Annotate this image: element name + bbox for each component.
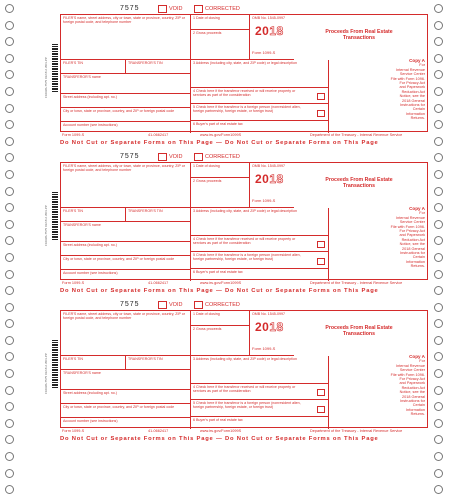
corrected-label: CORRECTED xyxy=(205,6,240,12)
copy-line: Service Center xyxy=(399,72,425,77)
transferor-name-field[interactable] xyxy=(61,370,191,390)
title-cell xyxy=(294,15,429,60)
box3-label: 3 Address (including city, state, and ZIP code) or legal description xyxy=(193,209,297,213)
barcode-caption: F1099S-7575 01/18 A 35FLPP xyxy=(44,57,48,98)
omb-number: OMB No. 1545-0997 xyxy=(252,16,285,20)
corrected-box[interactable] xyxy=(194,5,203,13)
form-title: Proceeds From Real Estate Transactions xyxy=(325,177,393,189)
box1-label: 1 Date of closing xyxy=(193,16,220,20)
corrected-checkbox[interactable] xyxy=(194,153,240,161)
tax-year xyxy=(255,24,284,38)
box3-label: 3 Address (including city, state, and ZIP code) or legal description xyxy=(193,61,297,65)
copy-line: Notice, see the xyxy=(399,94,425,99)
box4-checkbox[interactable] xyxy=(317,389,325,396)
title-cell xyxy=(294,311,429,356)
box5-field xyxy=(191,252,329,269)
footer-url: www.irs.gov/Form1099S xyxy=(200,281,242,285)
feed-hole xyxy=(434,469,443,478)
footer-dept: Department of the Treasury - Internal Revenue Service xyxy=(310,429,403,433)
copy-line: Certain xyxy=(412,403,425,408)
street-address-field[interactable] xyxy=(61,390,191,404)
footer-cat: 41-0662417 xyxy=(148,281,169,285)
footer-dept: Department of the Treasury - Internal Revenue Service xyxy=(310,133,403,137)
copy-line: Certain xyxy=(412,255,425,260)
filer-tin-field[interactable] xyxy=(61,60,126,74)
footer-cat: 41-0662417 xyxy=(148,133,169,137)
form-copy-3 xyxy=(0,300,450,448)
barcode xyxy=(52,340,58,388)
year-prefix: 20 xyxy=(255,320,270,334)
void-box[interactable] xyxy=(158,5,167,13)
copy-line: Reduction Act xyxy=(401,237,425,242)
title-cell xyxy=(294,163,429,208)
year-suffix: 18 xyxy=(269,320,284,334)
property-address-field[interactable] xyxy=(191,60,329,88)
copy-line: For xyxy=(419,63,425,68)
corrected-label: CORRECTED xyxy=(205,154,240,160)
void-label: VOID xyxy=(169,302,183,308)
feed-hole xyxy=(5,469,14,478)
copy-line: Returns. xyxy=(410,412,425,417)
do-not-cut-notice: Do Not Cut or Separate Forms on This Page — Do Not Cut or Separate Forms on This Page xyxy=(60,288,379,294)
copy-line: Instructions for xyxy=(400,399,425,404)
copy-instructions xyxy=(333,63,425,120)
copy-line: and Paperwork xyxy=(399,233,425,238)
street-label: Street address (including apt. no.) xyxy=(63,391,117,395)
copy-line: Instructions for xyxy=(400,251,425,256)
city-field[interactable] xyxy=(61,404,191,418)
barcode-caption: F1099S-7575 01/18 A 35FLPP xyxy=(44,353,48,394)
copy-line: File with Form 1096. xyxy=(390,224,425,229)
filer-name-label: FILER'S name, street address, city or town, state or province, country, ZIP or foreign postal code, and telephone number xyxy=(63,16,185,24)
form-grid xyxy=(60,162,428,280)
box4-field xyxy=(191,236,329,252)
box5-label: 5 Check here if the transferor is a foreign person (nonresident alien, foreign partnership, foreign estate, or foreign trust) xyxy=(193,253,301,261)
filer-name-label: FILER'S name, street address, city or town, state or province, country, ZIP or foreign postal code, and telephone number xyxy=(63,164,185,172)
footer-cat: 41-0662417 xyxy=(148,429,169,433)
omb-year-cell xyxy=(250,15,294,60)
omb-year-cell xyxy=(250,163,294,208)
copy-line: For xyxy=(419,211,425,216)
footer-form: Form 1099-S xyxy=(62,133,85,137)
box5-field xyxy=(191,400,329,417)
transferor-name-field[interactable] xyxy=(61,222,191,242)
transferor-tin-field[interactable] xyxy=(126,60,191,74)
tax-year xyxy=(255,320,284,334)
void-label: VOID xyxy=(169,6,183,12)
copy-title: Copy A xyxy=(409,354,425,359)
box4-label: 4 Check here if the transferor received or will receive property or services as part of the consideration xyxy=(193,89,296,97)
filer-tin-label: FILER'S TIN xyxy=(63,209,83,213)
filer-tin-label: FILER'S TIN xyxy=(63,357,83,361)
copy-line: 2018 General xyxy=(401,394,425,399)
copy-line: Reduction Act xyxy=(401,385,425,390)
year-suffix: 18 xyxy=(269,172,284,186)
barcode-caption: F1099S-7575 01/18 A 35FLPP xyxy=(44,205,48,246)
gross-proceeds-field[interactable] xyxy=(191,178,250,208)
footer-url: www.irs.gov/Form1099S xyxy=(200,133,242,137)
box5-checkbox[interactable] xyxy=(317,406,325,413)
tax-year xyxy=(255,172,284,186)
box4-checkbox[interactable] xyxy=(317,241,325,248)
year-prefix: 20 xyxy=(255,172,270,186)
copy-line: Information xyxy=(406,111,425,116)
gross-proceeds-field[interactable] xyxy=(191,326,250,356)
form-grid xyxy=(60,14,428,132)
copy-line: Internal Revenue xyxy=(396,363,425,368)
feed-hole xyxy=(434,452,443,461)
form-number: 7575 xyxy=(120,5,140,12)
copy-line: Internal Revenue xyxy=(396,215,425,220)
box4-label: 4 Check here if the transferor received or will receive property or services as part of the consideration xyxy=(193,237,296,245)
copy-line: File with Form 1096. xyxy=(390,372,425,377)
copy-a-block xyxy=(333,207,425,269)
filer-name-label: FILER'S name, street address, city or town, state or province, country, ZIP or foreign postal code, and telephone number xyxy=(63,312,185,320)
do-not-cut-notice: Do Not Cut or Separate Forms on This Page — Do Not Cut or Separate Forms on This Page xyxy=(60,436,379,442)
form-label: Form 1099-S xyxy=(252,198,276,203)
void-box[interactable] xyxy=(158,153,167,161)
form-title: Proceeds From Real Estate Transactions xyxy=(325,325,393,337)
copy-line: For Privacy Act xyxy=(399,377,425,382)
filer-name-field[interactable] xyxy=(61,311,191,356)
box5-label: 5 Check here if the transferor is a foreign person (nonresident alien, foreign partnership, foreign estate, or foreign trust) xyxy=(193,401,301,409)
feed-hole xyxy=(5,452,14,461)
city-label: City or town, state or province, country, and ZIP or foreign postal code xyxy=(63,257,175,261)
copy-a-block xyxy=(333,59,425,121)
box1-label: 1 Date of closing xyxy=(193,164,220,168)
copy-line: Internal Revenue xyxy=(396,67,425,72)
copy-line: Service Center xyxy=(399,220,425,225)
filer-tin-field[interactable] xyxy=(61,356,126,370)
form-1099s xyxy=(60,152,428,294)
copy-line: For Privacy Act xyxy=(399,229,425,234)
form-copy-2 xyxy=(0,152,450,300)
form-1099s xyxy=(60,300,428,442)
footer-form: Form 1099-S xyxy=(62,429,85,433)
omb-number: OMB No. 1545-0997 xyxy=(252,164,285,168)
box6-label: 6 Buyer's part of real estate tax xyxy=(193,122,243,126)
box5-label: 5 Check here if the transferor is a foreign person (nonresident alien, foreign partnership, foreign estate, or foreign trust) xyxy=(193,105,301,113)
form-copy-1 xyxy=(0,4,450,152)
omb-year-cell xyxy=(250,311,294,356)
box2-label: 2 Gross proceeds xyxy=(193,31,222,35)
void-label: VOID xyxy=(169,154,183,160)
account-label: Account number (see instructions) xyxy=(63,271,118,275)
account-number-field[interactable] xyxy=(61,122,191,133)
date-of-closing-field[interactable] xyxy=(191,163,250,178)
copy-line: Notice, see the xyxy=(399,242,425,247)
account-number-field[interactable] xyxy=(61,270,191,281)
feed-hole xyxy=(434,485,443,494)
copy-line: and Paperwork xyxy=(399,85,425,90)
corrected-box[interactable] xyxy=(194,153,203,161)
street-address-field[interactable] xyxy=(61,94,191,108)
copy-line: 2018 General xyxy=(401,246,425,251)
transferor-tin-label: TRANSFEROR'S TIN xyxy=(128,209,163,213)
copy-title: Copy A xyxy=(409,206,425,211)
do-not-cut-notice: Do Not Cut or Separate Forms on This Page — Do Not Cut or Separate Forms on This Page xyxy=(60,140,379,146)
form-header-row xyxy=(60,300,428,310)
void-checkbox[interactable] xyxy=(158,153,182,161)
transferor-tin-label: TRANSFEROR'S TIN xyxy=(128,357,163,361)
box1-label: 1 Date of closing xyxy=(193,312,220,316)
box6-label: 6 Buyer's part of real estate tax xyxy=(193,270,243,274)
street-address-field[interactable] xyxy=(61,242,191,256)
copy-line: Information xyxy=(406,407,425,412)
copy-line: 2018 General xyxy=(401,98,425,103)
corrected-label: CORRECTED xyxy=(205,302,240,308)
gross-proceeds-field[interactable] xyxy=(191,30,250,60)
year-suffix: 18 xyxy=(269,24,284,38)
filer-tin-label: FILER'S TIN xyxy=(63,61,83,65)
form-1099s xyxy=(60,4,428,146)
copy-line: File with Form 1096. xyxy=(390,76,425,81)
account-number-field[interactable] xyxy=(61,418,191,429)
buyer-tax-field[interactable] xyxy=(191,417,329,429)
box2-label: 2 Gross proceeds xyxy=(193,327,222,331)
date-of-closing-field[interactable] xyxy=(191,15,250,30)
city-label: City or town, state or province, country, and ZIP or foreign postal code xyxy=(63,405,175,409)
filer-name-field[interactable] xyxy=(61,15,191,60)
box4-field xyxy=(191,384,329,400)
box2-label: 2 Gross proceeds xyxy=(193,179,222,183)
corrected-checkbox[interactable] xyxy=(194,301,240,309)
corrected-box[interactable] xyxy=(194,301,203,309)
form-header-row xyxy=(60,4,428,14)
corrected-checkbox[interactable] xyxy=(194,5,240,13)
void-box[interactable] xyxy=(158,301,167,309)
buyer-tax-field[interactable] xyxy=(191,121,329,133)
account-label: Account number (see instructions) xyxy=(63,123,118,127)
copy-line: Returns. xyxy=(410,116,425,121)
form-header-row xyxy=(60,152,428,162)
copy-line: Certain xyxy=(412,107,425,112)
year-prefix: 20 xyxy=(255,24,270,38)
copy-line: Notice, see the xyxy=(399,390,425,395)
copy-instructions xyxy=(333,359,425,416)
footer-dept: Department of the Treasury - Internal Revenue Service xyxy=(310,281,403,285)
filer-tin-field[interactable] xyxy=(61,208,126,222)
copy-line: and Paperwork xyxy=(399,381,425,386)
form-title: Proceeds From Real Estate Transactions xyxy=(325,29,393,41)
city-field[interactable] xyxy=(61,108,191,122)
property-address-field[interactable] xyxy=(191,208,329,236)
box4-field xyxy=(191,88,329,104)
street-label: Street address (including apt. no.) xyxy=(63,95,117,99)
copy-title: Copy A xyxy=(409,58,425,63)
void-checkbox[interactable] xyxy=(158,301,182,309)
filer-name-field[interactable] xyxy=(61,163,191,208)
form-grid xyxy=(60,310,428,428)
copy-line: For xyxy=(419,359,425,364)
form-number: 7575 xyxy=(120,153,140,160)
form-number: 7575 xyxy=(120,301,140,308)
barcode xyxy=(52,192,58,240)
transferor-tin-field[interactable] xyxy=(126,208,191,222)
city-label: City or town, state or province, country, and ZIP or foreign postal code xyxy=(63,109,175,113)
form-label: Form 1099-S xyxy=(252,346,276,351)
property-address-field[interactable] xyxy=(191,356,329,384)
footer-url: www.irs.gov/Form1099S xyxy=(200,429,242,433)
footer-form: Form 1099-S xyxy=(62,281,85,285)
void-checkbox[interactable] xyxy=(158,5,182,13)
copy-instructions xyxy=(333,211,425,268)
box5-field xyxy=(191,104,329,121)
buyer-tax-field[interactable] xyxy=(191,269,329,281)
transferor-name-field[interactable] xyxy=(61,74,191,94)
box6-label: 6 Buyer's part of real estate tax xyxy=(193,418,243,422)
box3-label: 3 Address (including city, state, and ZIP code) or legal description xyxy=(193,357,297,361)
box5-checkbox[interactable] xyxy=(317,258,325,265)
box5-checkbox[interactable] xyxy=(317,110,325,117)
transferor-name-label: TRANSFEROR'S name xyxy=(63,75,101,79)
transferor-tin-field[interactable] xyxy=(126,356,191,370)
copy-line: For Privacy Act xyxy=(399,81,425,86)
feed-hole xyxy=(5,485,14,494)
omb-number: OMB No. 1545-0997 xyxy=(252,312,285,316)
copy-line: Reduction Act xyxy=(401,89,425,94)
copy-line: Service Center xyxy=(399,368,425,373)
box4-label: 4 Check here if the transferor received or will receive property or services as part of the consideration xyxy=(193,385,296,393)
street-label: Street address (including apt. no.) xyxy=(63,243,117,247)
copy-a-block xyxy=(333,355,425,417)
barcode xyxy=(52,44,58,92)
transferor-name-label: TRANSFEROR'S name xyxy=(63,223,101,227)
transferor-name-label: TRANSFEROR'S name xyxy=(63,371,101,375)
account-label: Account number (see instructions) xyxy=(63,419,118,423)
form-label: Form 1099-S xyxy=(252,50,276,55)
copy-line: Information xyxy=(406,259,425,264)
transferor-tin-label: TRANSFEROR'S TIN xyxy=(128,61,163,65)
date-of-closing-field[interactable] xyxy=(191,311,250,326)
copy-line: Instructions for xyxy=(400,103,425,108)
city-field[interactable] xyxy=(61,256,191,270)
box4-checkbox[interactable] xyxy=(317,93,325,100)
copy-line: Returns. xyxy=(410,264,425,269)
